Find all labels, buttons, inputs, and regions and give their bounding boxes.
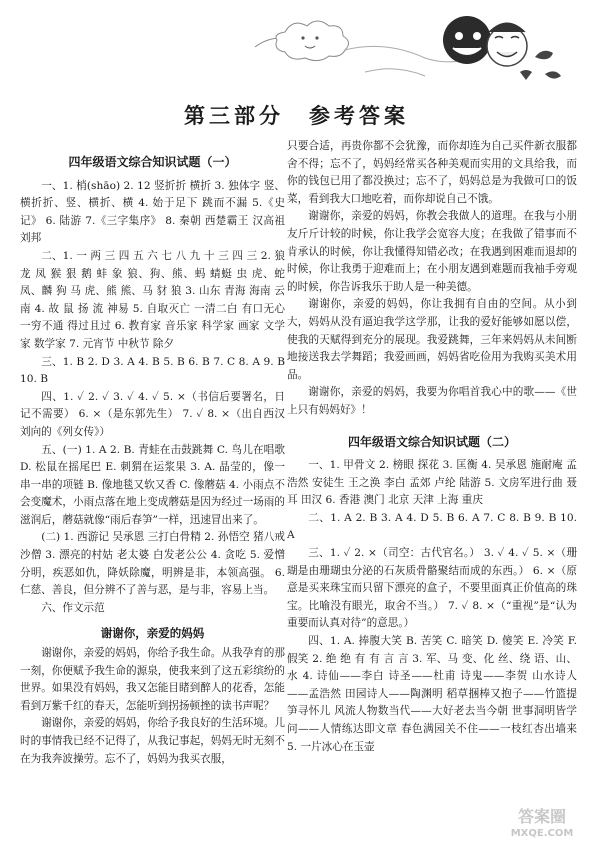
section-title-test-2: 四年级语文综合知识试题（二） bbox=[347, 434, 516, 449]
answer-paragraph: 四、1. ✓ 2. ✓ 3. ✓ 4. ✓ 5. ×（书信后要署名，日记不需要） 6. ×（是东郭先生） 7. ✓ 8. ×（出自西汉刘向的《列女传》） bbox=[20, 390, 285, 438]
left-column bbox=[20, 150, 285, 768]
essay-paragraph: 谢谢你，亲爱的妈妈，你让我拥有自由的空间。从小到大，妈妈从没有逼迫我学这学那，让我的爱好能够如愿以偿，使我的天赋得到充分的展现。我爱跳舞，三年来妈妈从未间断地接送我去学舞蹈；我爱画画，妈妈省吃俭用为我购买美术用品。 bbox=[287, 298, 577, 381]
watermark-logo bbox=[497, 802, 587, 840]
answer-paragraph: 一、1. 梢(shāo) 2. 12 竖折折 横折 3. 独体字 竖、横折折、竖、横折、横 4. 始于足下 跳而不漏 5.《史记》 6. 陆游 7.《三字集序》 8. 秦朝 西楚霸王 汉高祖刘邦 bbox=[20, 179, 285, 245]
header-cartoon-illustration bbox=[245, 2, 585, 87]
page-title: 第三部分 参考答案 bbox=[184, 104, 409, 128]
answer-paragraph: 一、1. 甲骨文 2. 榜眼 探花 3. 匡衡 4. 吴承恩 施耐庵 孟浩然 安徒生 王之涣 李白 孟郊 卢纶 陆游 5. 文房军进行曲 聂耳 田汉 6. 香港 澳门 北京 天津 上海 重庆 bbox=[287, 459, 577, 507]
essay-paragraph: 谢谢你，亲爱的妈妈，你教会我做人的道理。在我与小朋友斤斤计较的时候，你让我学会宽容大度；在我做了错事而不肯承认的时候，你让我懂得知错必改；在我遇到困难而退却的时候，你让我勇于迎难而上；在小朋友遇到难题而我袖手旁观的时候，你告诉我乐于助人是一种美德。 bbox=[287, 210, 577, 293]
watermark-url: MXQE.COM bbox=[510, 828, 574, 839]
watermark-text: 答案圈 bbox=[517, 807, 567, 826]
answer-paragraph: 五、(一) 1. A 2. B. 青蛙在击鼓跳舞 C. 鸟儿在唱歌 D. 松鼠在摇尾巴 E. 刺猬在运浆果 3. A. 晶莹的，像一串一串的项链 B. 像地毯又软又香 C. 像蘑菇 4. 小雨点不会变魔术，小雨点落在地上变成蘑菇是因为经过一场雨的滋润后，蘑菇就像“雨后春笋”一样，迅速冒出来了。 bbox=[20, 443, 285, 526]
essay-title: 谢谢你，亲爱的妈妈 bbox=[100, 626, 205, 641]
essay-paragraph: 谢谢你，亲爱的妈妈，你给予我生命。从我孕育的那一刻，你便赋予我生命的源泉，使我来到了这五彩缤纷的世界。如果没有妈妈，我又怎能目睹到醉人的花香，怎能看到万紫千红的春天，怎能听到拐扬顿挫的读书声呢？ bbox=[20, 647, 285, 712]
essay-paragraph: 谢谢你，亲爱的妈妈，你给予我良好的生活环境。儿时的事情我已经不记得了，从我记事起，妈妈无时无刻不在为我奔波操劳。忘不了，妈妈为我买衣服， bbox=[20, 717, 285, 765]
answer-paragraph: 四、1. A. 捧腹大笑 B. 苦笑 C. 暗笑 D. 傻笑 E. 冷笑 F. 假笑 2. 绝 绝 有 有 言 言 3. 军、马 变、化 丝、绕 语、山、水 4. 诗仙——李白 诗圣——杜甫 诗鬼——李贺 山水诗人——孟浩然 田园诗人——陶渊明 稻草捆棒又抱子——竹篮提笋寻怀儿 风流人物数当代——大好老去当今朝 世事洞明皆学问——人情练达即文章 春色满园关不住——一枝红杏出墙来 5. 一片冰心在玉壶 bbox=[287, 635, 577, 753]
essay-paragraph: 谢谢你，亲爱的妈妈，我要为你唱首我心中的歌——《世上只有妈妈好》！ bbox=[287, 386, 577, 416]
essay-paragraph: 只要合适，再贵你都不会犹豫，而你却连为自己买件新衣服都舍不得；忘不了，妈妈经常买各种美观而实用的文具给我，而你的钱包已用了都没换过；忘不了，妈妈总是为我做可口的饭菜，看到我大口地吃着，而你却说自己不饿。 bbox=[287, 140, 577, 205]
answer-paragraph: 三、1. B 2. D 3. A 4. B 5. B 6. B 7. C 8. A 9. B 10. B bbox=[20, 355, 285, 386]
answer-paragraph: 三、1. ✓ 2. ×（司空：古代官名。） 3. ✓ 4. ✓ 5. ×（珊瑚是由珊瑚虫分泌的石灰质骨骼聚结而成的东西。） 6. ×（原意是买来珠宝而只留下漂亮的盒子，不要里面真正价值高的珠宝。比喻没有眼光，取舍不当。） 7. ✓ 8. ×（“重视”是“认为重要而认真对待”的意思。） bbox=[287, 547, 577, 630]
answer-paragraph: (二) 1. 西游记 吴承恩 三打白骨精 2. 孙悟空 猪八戒 沙僧 3. 漂亮的村姑 老太婆 白发老公公 4. 贪吃 5. 爱憎分明，疾恶如仇，降妖除魔，明辨是非，本领高强。 6. 仁慈、善良，但分辨不了善与恶，是与非，容易上当。 bbox=[20, 531, 285, 597]
section-title-test-1: 四年级语文综合知识试题（一） bbox=[68, 155, 237, 169]
right-column bbox=[287, 138, 577, 756]
answer-paragraph: 二、1. 一 两 三 四 五 六 七 八 九 十 三 四 三 2. 狼 龙 凤 猴 狠 鹅 蚌 象 狼、狗、熊、蚂 蜻蜓 虫 虎、蛇 凤、麟 狗 马 虎、熊 熊、马 豺 狼 3. 山东 青海 海南 云南 4. 故 鼠 扬 流 神易 5. 自取灭亡 一清二白 有口无心 一穷不通 得过且过 6. 教育家 音乐家 科学家 画家 文学家 数学家 7. 元宵节 中秋节 除夕 bbox=[20, 249, 285, 350]
answer-paragraph: 六、作文示范 bbox=[41, 601, 105, 614]
answer-paragraph: 二、1. A 2. B 3. A 4. D 5. B 6. A 7. C 8. B 9. B 10. A bbox=[287, 511, 577, 542]
